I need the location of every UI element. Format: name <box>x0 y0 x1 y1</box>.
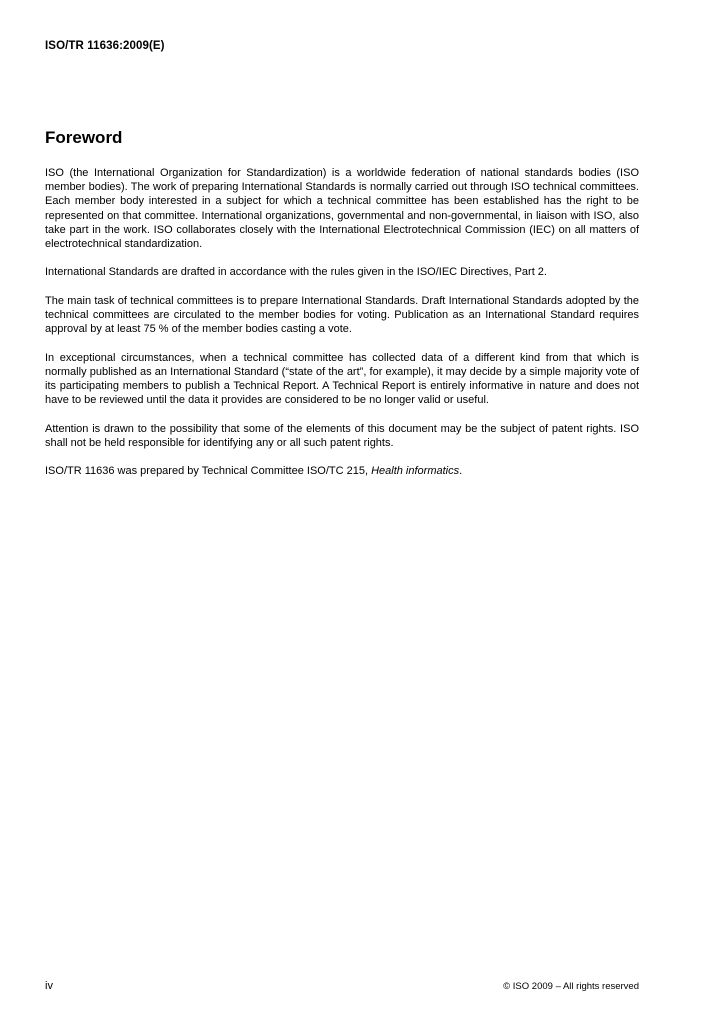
paragraph-iso-federation: ISO (the International Organization for Standardization) is a worldwide federation of national standards bodies (ISO member bodies). The work of preparing International Standards is normally carried out through ISO technical committees. Each member body interested in a subject for which a technical committee has been established has the right to be represented on that committee. International organizations, governmental and non-governmental, in liaison with ISO, also take part in the work. ISO collaborates closely with the International Electrotechnical Commission (IEC) on all matters of electrotechnical standardization. <box>45 167 639 251</box>
paragraph-drafting-rules: International Standards are drafted in accordance with the rules given in the ISO/IEC Directives, Part 2. <box>45 266 547 279</box>
committee-subject: Health informatics <box>371 465 460 478</box>
document-id-header: ISO/TR 11636:2009(E) <box>45 40 165 52</box>
section-body <box>45 166 639 493</box>
copyright-notice: © ISO 2009 – All rights reserved <box>503 981 639 992</box>
page-number: iv <box>45 980 53 992</box>
section-title: Foreword <box>45 128 123 147</box>
paragraph-patent-rights: Attention is drawn to the possibility that some of the elements of this document may be the subject of patent rights. ISO shall not be held responsible for identifying any or all such patent rights. <box>45 422 639 449</box>
prepared-by-suffix: . <box>459 465 463 478</box>
paragraph-technical-report: In exceptional circumstances, when a technical committee has collected data of a different kind from that which is normally published as an International Standard (“state of the art”, for example), it may decide by a simple majority vote of its participating members to publish a Technical Report. A Technical Report is entirely informative in nature and does not have to be reviewed until the data it provides are considered to be no longer valid or useful. <box>45 351 639 407</box>
prepared-by-prefix: ISO/TR 11636 was prepared by Technical Committee ISO/TC 215, <box>45 465 372 478</box>
paragraph-committee-task: The main task of technical committees is to prepare International Standards. Draft International Standards adopted by the technical committees are circulated to the member bodies for voting. Publication as an International Standard requires approval by at least 75 % of the member bodies casting a vote. <box>45 294 639 336</box>
paragraph-prepared-by <box>45 464 639 478</box>
